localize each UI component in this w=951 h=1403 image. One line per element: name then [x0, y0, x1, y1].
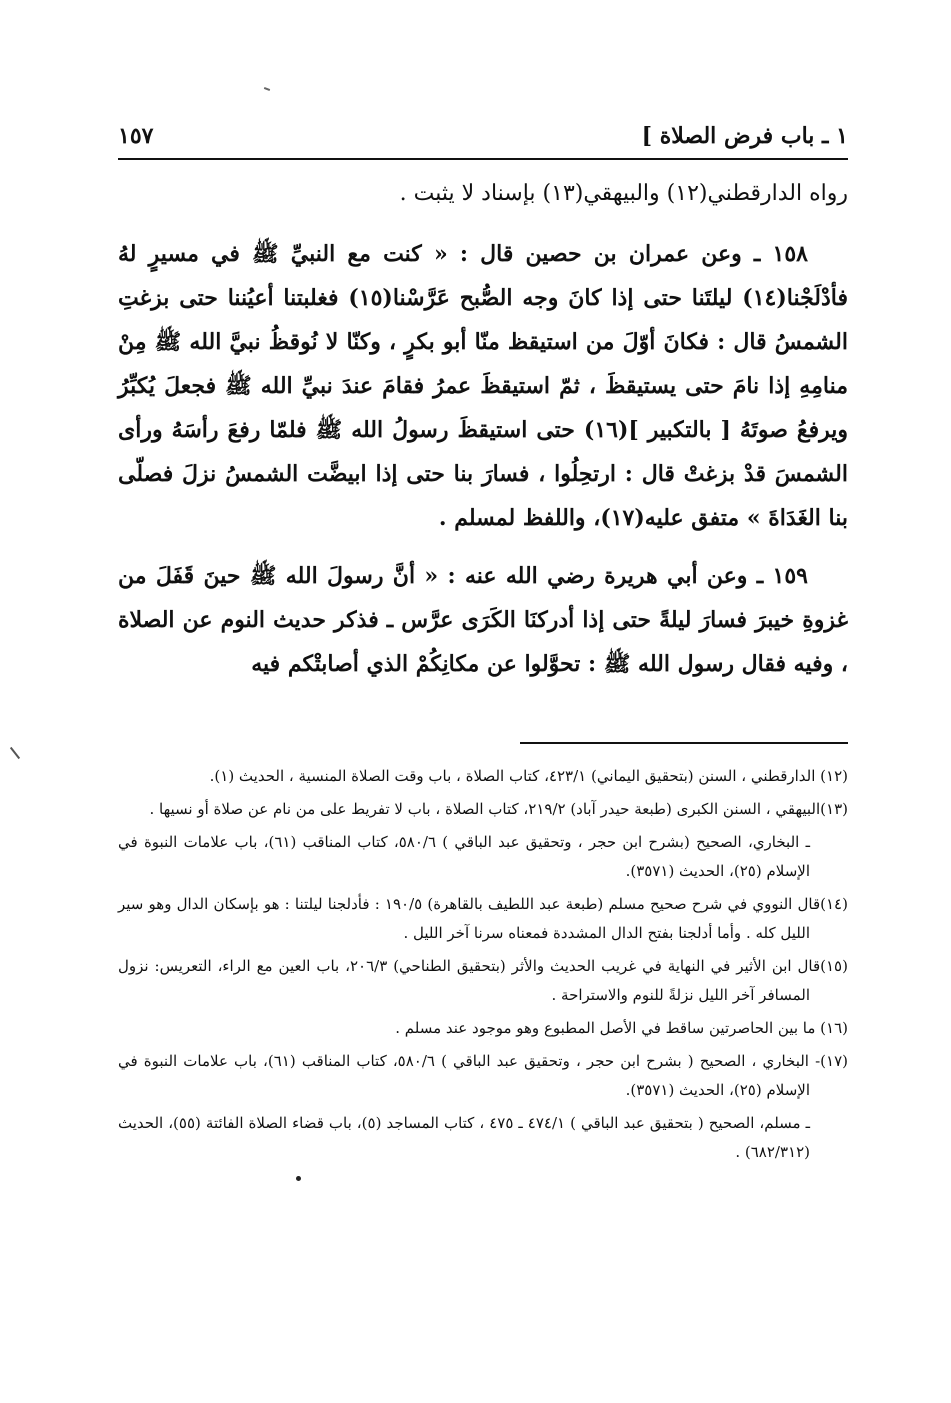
footnote-17: (١٧)- البخاري ، الصحيح ( بشرح ابن حجر ، وتحقيق عبد الباقي ) ٥٨٠/٦، كتاب المناقب (٦١)، باب علامات النبوة في الإسلام (٢٥)، الحديث (٣٥٧١).	[118, 1052, 848, 1099]
footnote-17-sub: ـ مسلم، الصحيح ( بتحقيق عبد الباقي ) ٤٧٤/١ ـ ٤٧٥ ، كتاب المساجد (٥)، باب قضاء الصلاة الفائتة (٥٥)، الحديث (٦٨٢/٣١٢) .	[118, 1114, 810, 1161]
hadith-159: ١٥٩ ـ وعن أبي هريرة رضي الله عنه : « أنَّ رسولَ الله ﷺ حينَ قَفَلَ من غزوةِ خيبرَ فسارَ ليلةً حتى إذا أدركنَا الكَرَى عرَّس ـ فذكر حديث النوم عن الصلاة ، وفيه فقال رسول الله ﷺ : تحوَّلوا عن مكانِكُمْ الذي أصابتْكم فيه	[118, 563, 848, 677]
ink-speck	[264, 87, 270, 91]
footnote-16: (١٦) ما بين الحاصرتين ساقط في الأصل المطبوع وهو موجود عند مسلم .	[395, 1019, 848, 1037]
margin-mark	[10, 747, 20, 759]
page-number: ١٥٧	[118, 123, 154, 149]
footnote-13-sub: ـ البخاري، الصحيح (بشرح ابن حجر ، وتحقيق عبد الباقي ) ٥٨٠/٦، كتاب المناقب (٦١)، باب علامات النبوة في الإسلام (٢٥)، الحديث (٣٥٧١).	[118, 833, 810, 880]
hadith-158: ١٥٨ ـ وعن عمران بن حصين قال : « كنت مع النبيِّ ﷺ في مسيرٍ لهُ فأدْلَجْنا(١٤) ليلتَنا حتى إذا كانَ وجه الصُّبح عَرَّسْنا(١٥) فغلبتنا أعيُننا حتى بزغتِ الشمسُ قال : فكانَ أوّلَ من استيقظ منّا أبو بكرٍ ، وكنّا لا نُوقظُ نبيَّ الله ﷺ مِنْ منامِهِ إذا نامَ حتى يستيقظَ ، ثمّ استيقظَ عمرُ فقامَ عندَ نبيِّ الله ﷺ فجعلَ يُكبِّرُ ويرفعُ صوتَهُ [ بالتكبير ](١٦) حتى استيقظَ رسولُ الله ﷺ فلمّا رفعَ رأسَهُ ورأى الشمسَ قدْ بزغتْ قال : ارتحِلُوا ، فسارَ بنا حتى إذا ابيضَّت الشمسُ نزلَ فصلّى بنا الغَدَاةَ » متفق عليه(١٧)، واللفظ لمسلم .	[118, 241, 849, 531]
footnote-12: (١٢) الدارقطني ، السنن (بتحقيق اليماني) ٤٢٣/١، كتاب الصلاة ، باب وقت الصلاة المنسية ، الحديث (١).	[209, 767, 848, 785]
footnote-separator	[520, 742, 848, 744]
main-text	[118, 172, 848, 700]
footnote-14: (١٤)قال النووي في شرح صحيح مسلم (طبعة عبد اللطيف بالقاهرة) ١٩٠/٥ : فأدلجنا ليلتنا : هو بإسكان الدال وهو سير الليل كله . وأما أدلجنا بفتح الدال المشددة فمعناه سرنا آخر الليل .	[118, 895, 848, 942]
ink-dot	[296, 1176, 301, 1181]
header-rule	[118, 158, 848, 160]
footnote-15: (١٥)قال ابن الأثير في النهاية في غريب الحديث والأثر (بتحقيق الطناحي) ٢٠٦/٣، باب العين مع الراء، التعريس: نزول المسافر آخر الليل نزلةً للنوم والاستراحة .	[118, 957, 848, 1004]
footnotes	[118, 762, 848, 1171]
footnote-13: (١٣)البيهقي ، السنن الكبرى (طبعة حيدر آباد) ٢١٩/٢، كتاب الصلاة ، باب لا تفريط على من نام عن صلاة أو نسيها .	[149, 800, 848, 818]
chapter-title: ١ ـ باب فرض الصلاة ]	[641, 123, 848, 149]
intro-line: رواه الدارقطني(١٢) والبيهقي(١٣) بإسناد لا يثبت .	[399, 181, 848, 206]
running-head	[118, 118, 848, 154]
